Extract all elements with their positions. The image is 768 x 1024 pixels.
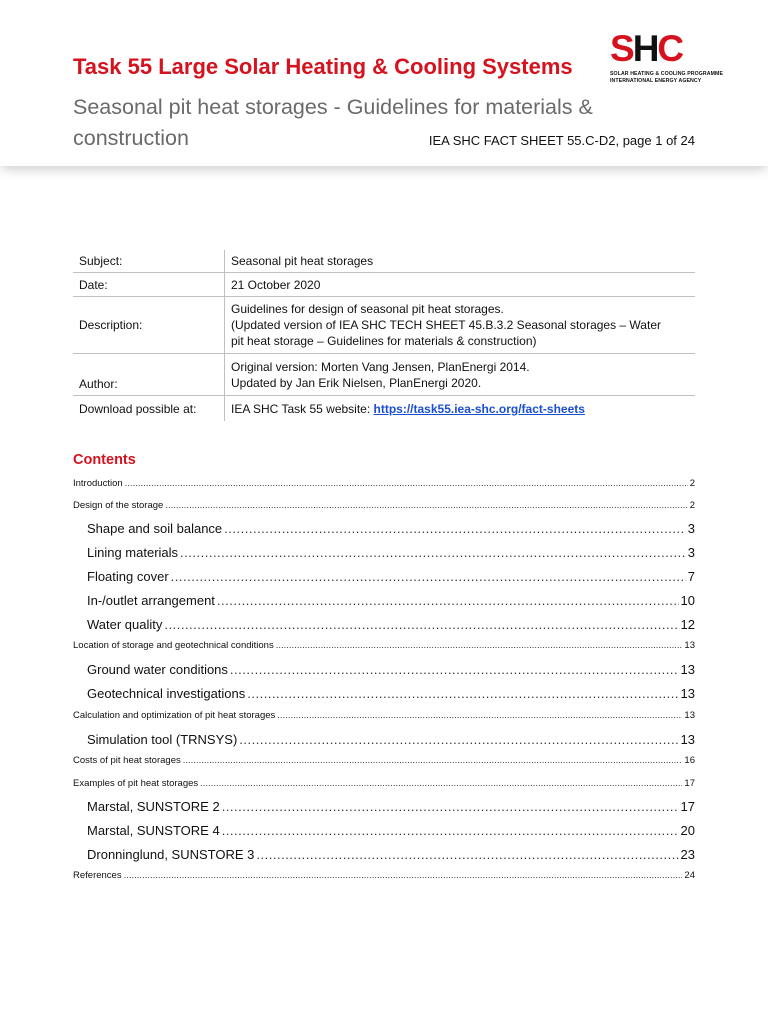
shc-logo-mark: SHC <box>610 28 683 69</box>
date-label: Date: <box>73 273 225 297</box>
toc-dot-leader <box>247 686 678 701</box>
toc-entry[interactable] <box>73 870 695 884</box>
toc-entry-label: Dronninglund, SUNSTORE 3 <box>87 847 255 862</box>
page-header <box>0 0 768 166</box>
toc-entry[interactable] <box>87 823 695 841</box>
toc-entry[interactable] <box>73 640 695 654</box>
toc-entry-page: 2 <box>689 500 695 511</box>
document-metadata-table <box>73 250 695 421</box>
author-label: Author: <box>73 354 225 396</box>
toc-entry-page: 2 <box>689 478 695 489</box>
toc-dot-leader <box>256 847 678 862</box>
logo-agency-text: INTERNATIONAL ENERGY AGENCY <box>610 78 702 84</box>
toc-entry-label: Calculation and optimization of pit heat storages <box>73 710 276 721</box>
toc-entry[interactable] <box>73 710 695 724</box>
download-row <box>73 396 695 422</box>
toc-entry-page: 24 <box>684 870 695 881</box>
toc-dot-leader <box>217 593 679 608</box>
toc-dot-leader <box>222 799 679 814</box>
toc-entry[interactable] <box>73 500 695 514</box>
toc-dot-leader <box>200 778 682 789</box>
toc-dot-leader <box>125 478 688 489</box>
author-line: Original version: Morten Vang Jensen, PlanEnergi 2014. <box>231 359 530 374</box>
description-value <box>225 297 696 354</box>
toc-dot-leader <box>164 617 678 632</box>
description-label: Description: <box>73 297 225 354</box>
toc-entry-page: 13 <box>680 686 695 701</box>
toc-entry-page: 17 <box>684 778 695 789</box>
date-row <box>73 273 695 297</box>
download-prefix: IEA SHC Task 55 website: <box>231 401 374 416</box>
toc-entry-label: Costs of pit heat storages <box>73 755 181 766</box>
toc-entry[interactable] <box>87 545 695 563</box>
toc-dot-leader <box>165 500 687 511</box>
subject-label: Subject: <box>73 250 225 273</box>
toc-entry-label: Floating cover <box>87 569 169 584</box>
toc-entry[interactable] <box>87 662 695 680</box>
toc-entry[interactable] <box>87 521 695 539</box>
toc-entry-page: 13 <box>684 710 695 721</box>
toc-dot-leader <box>276 640 683 651</box>
toc-entry-page: 16 <box>684 755 695 766</box>
description-line: pit heat storage – Guidelines for materials & construction) <box>231 334 537 348</box>
toc-entry[interactable] <box>87 847 695 865</box>
toc-entry-label: In-/outlet arrangement <box>87 593 215 608</box>
logo-programme-text: SOLAR HEATING & COOLING PROGRAMME <box>610 71 724 77</box>
toc-entry-label: Marstal, SUNSTORE 4 <box>87 823 220 838</box>
description-row <box>73 297 695 354</box>
toc-dot-leader <box>230 662 679 677</box>
author-line: Updated by Jan Erik Nielsen, PlanEnergi 2020. <box>231 375 482 390</box>
toc-dot-leader <box>222 823 679 838</box>
toc-dot-leader <box>171 569 686 584</box>
toc-entry[interactable] <box>87 732 695 750</box>
toc-dot-leader <box>224 521 686 536</box>
toc-entry-page: 13 <box>680 662 695 677</box>
shc-logo <box>606 28 724 90</box>
toc-entry-label: Ground water conditions <box>87 662 228 677</box>
toc-entry-label: Shape and soil balance <box>87 521 223 536</box>
toc-dot-leader <box>183 755 683 766</box>
description-line: Guidelines for design of seasonal pit heat storages. <box>231 302 504 316</box>
toc-entry[interactable] <box>87 593 695 611</box>
toc-entry-page: 3 <box>687 545 695 560</box>
toc-dot-leader <box>180 545 686 560</box>
toc-entry-page: 17 <box>680 799 695 814</box>
toc-entry-page: 7 <box>687 569 695 584</box>
download-label: Download possible at: <box>73 396 225 422</box>
toc-entry-page: 3 <box>687 521 695 536</box>
subject-row <box>73 250 695 273</box>
toc-entry[interactable] <box>73 755 695 769</box>
toc-entry-label: Design of the storage <box>73 500 164 511</box>
page-title: Task 55 Large Solar Heating & Cooling Systems <box>73 54 573 79</box>
toc-entry-label: Simulation tool (TRNSYS) <box>87 732 238 747</box>
toc-entry-label: Lining materials <box>87 545 179 560</box>
toc-dot-leader <box>277 710 682 721</box>
toc-entry-label: Water quality <box>87 617 163 632</box>
date-value: 21 October 2020 <box>231 277 321 292</box>
toc-entry[interactable] <box>87 799 695 817</box>
toc-entry-label: Marstal, SUNSTORE 2 <box>87 799 220 814</box>
toc-entry[interactable] <box>73 478 695 492</box>
toc-entry-label: Geotechnical investigations <box>87 686 246 701</box>
contents-heading: Contents <box>73 452 136 468</box>
toc-entry-page: 13 <box>680 732 695 747</box>
toc-entry[interactable] <box>87 617 695 635</box>
toc-entry-label: Location of storage and geotechnical conditions <box>73 640 274 651</box>
subject-value: Seasonal pit heat storages <box>231 254 374 268</box>
fact-sheets-link[interactable]: https://task55.iea-shc.org/fact-sheets <box>373 401 585 416</box>
toc-dot-leader <box>124 870 683 881</box>
toc-entry[interactable] <box>87 569 695 587</box>
toc-entry-page: 10 <box>680 593 695 608</box>
toc-entry-label: References <box>73 870 122 881</box>
toc-dot-leader <box>239 732 678 747</box>
toc-entry-label: Examples of pit heat storages <box>73 778 199 789</box>
toc-entry-page: 13 <box>684 640 695 651</box>
toc-entry-page: 20 <box>680 823 695 838</box>
toc-entry[interactable] <box>87 686 695 704</box>
toc-entry-page: 12 <box>680 617 695 632</box>
toc-entry-label: Introduction <box>73 478 123 489</box>
author-row <box>73 354 695 396</box>
description-line: (Updated version of IEA SHC TECH SHEET 45.B.3.2 Seasonal storages – Water <box>231 318 661 332</box>
author-value <box>225 354 696 396</box>
page-subtitle: Seasonal pit heat storages - Guidelines for materials & construction <box>73 95 593 150</box>
download-value <box>225 396 696 422</box>
toc-entry[interactable] <box>73 778 695 792</box>
fact-sheet-reference: IEA SHC FACT SHEET 55.C-D2, page 1 of 24 <box>428 133 695 148</box>
toc-entry-page: 23 <box>680 847 695 862</box>
